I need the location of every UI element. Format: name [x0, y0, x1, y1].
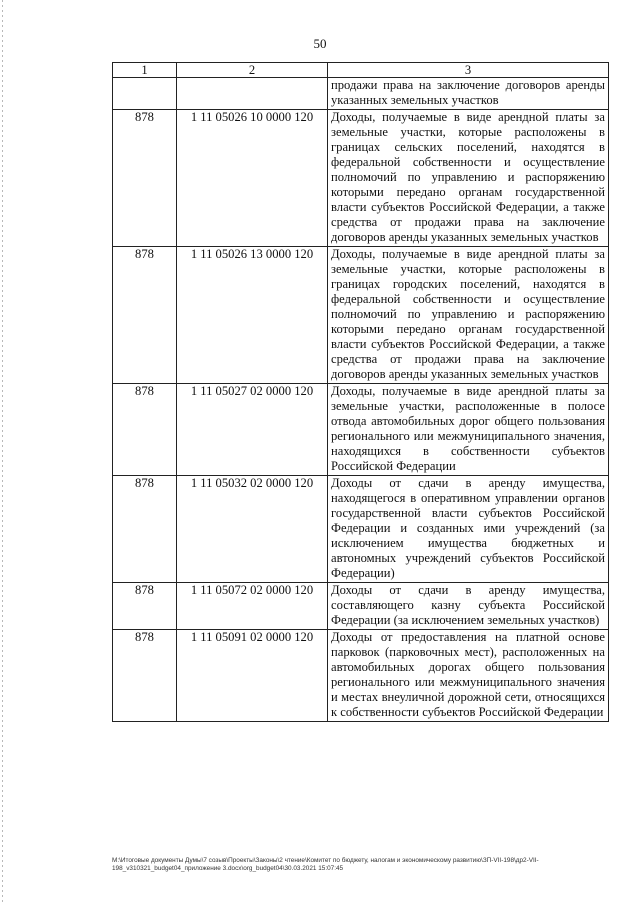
table-row: [113, 630, 609, 722]
table-row: [113, 384, 609, 476]
description-cell: продажи права на заключение договоров аренды указанных земельных участков: [328, 78, 609, 110]
header-col-3: 3: [328, 63, 609, 78]
budget-code-cell: 1 11 05032 02 0000 120: [177, 476, 328, 583]
table-row: [113, 247, 609, 384]
table-row: [113, 583, 609, 630]
description-cell: Доходы, получаемые в виде арендной платы за земельные участки, которые расположены в границах сельских поселений, находятся в федеральной собственности и осуществление полномочий по управлению и распоряжению которыми передано органам государственной власти субъектов Российской Федерации, а также средства от продажи права на заключение договоров аренды указанных земельных участков: [328, 110, 609, 247]
binding-edge: [2, 0, 3, 905]
budget-code-cell: [177, 78, 328, 110]
description-cell: Доходы от сдачи в аренду имущества, находящегося в оперативном управлении органов государственной власти субъектов Российской Федерации и созданных ими учреждений (за исключением имущества бюджетных и автономных учреждений субъектов Российской Федерации): [328, 476, 609, 583]
header-col-2: 2: [177, 63, 328, 78]
admin-code-cell: 878: [113, 247, 177, 384]
admin-code-cell: [113, 78, 177, 110]
description-cell: Доходы от сдачи в аренду имущества, составляющего казну субъекта Российской Федерации (за исключением земельных участков): [328, 583, 609, 630]
budget-code-cell: 1 11 05027 02 0000 120: [177, 384, 328, 476]
admin-code-cell: 878: [113, 630, 177, 722]
budget-code-cell: 1 11 05072 02 0000 120: [177, 583, 328, 630]
header-col-1: 1: [113, 63, 177, 78]
admin-code-cell: 878: [113, 110, 177, 247]
budget-code-cell: 1 11 05026 10 0000 120: [177, 110, 328, 247]
budget-code-cell: 1 11 05091 02 0000 120: [177, 630, 328, 722]
table-row: [113, 78, 609, 110]
revenue-table: [112, 62, 609, 722]
admin-code-cell: 878: [113, 476, 177, 583]
table-row: [113, 476, 609, 583]
page-number: 50: [313, 36, 327, 51]
document-file-path: M:\Итоговые документы Думы\7 созыв\Проекты\Законы\2 чтение\Комитет по бюджету, налогам и экономическому развитию\ЗП-VII-198\др2-VII-198_v310321_budget04_приложение 3.docx\org_budget04\30.03.2021 15:07:45: [112, 857, 539, 872]
description-cell: Доходы от предоставления на платной основе парковок (парковочных мест), расположенных на автомобильных дорогах общего пользования регионального или межмуниципального значения и местах внеуличной дорожной сети, относящихся к собственности субъектов Российской Федерации: [328, 630, 609, 722]
admin-code-cell: 878: [113, 583, 177, 630]
table-row: [113, 110, 609, 247]
admin-code-cell: 878: [113, 384, 177, 476]
table-header-row: [113, 63, 609, 78]
description-cell: Доходы, получаемые в виде арендной платы за земельные участки, которые расположены в границах городских поселений, находятся в федеральной собственности и осуществление полномочий по управлению и распоряжению которыми передано органам государственной власти субъектов Российской Федерации, а также средства от продажи права на заключение договоров аренды указанных земельных участков: [328, 247, 609, 384]
description-cell: Доходы, получаемые в виде арендной платы за земельные участки, расположенные в полосе отвода автомобильных дорог общего пользования регионального или межмуниципального значения, находящихся в собственности субъектов Российской Федерации: [328, 384, 609, 476]
budget-code-cell: 1 11 05026 13 0000 120: [177, 247, 328, 384]
